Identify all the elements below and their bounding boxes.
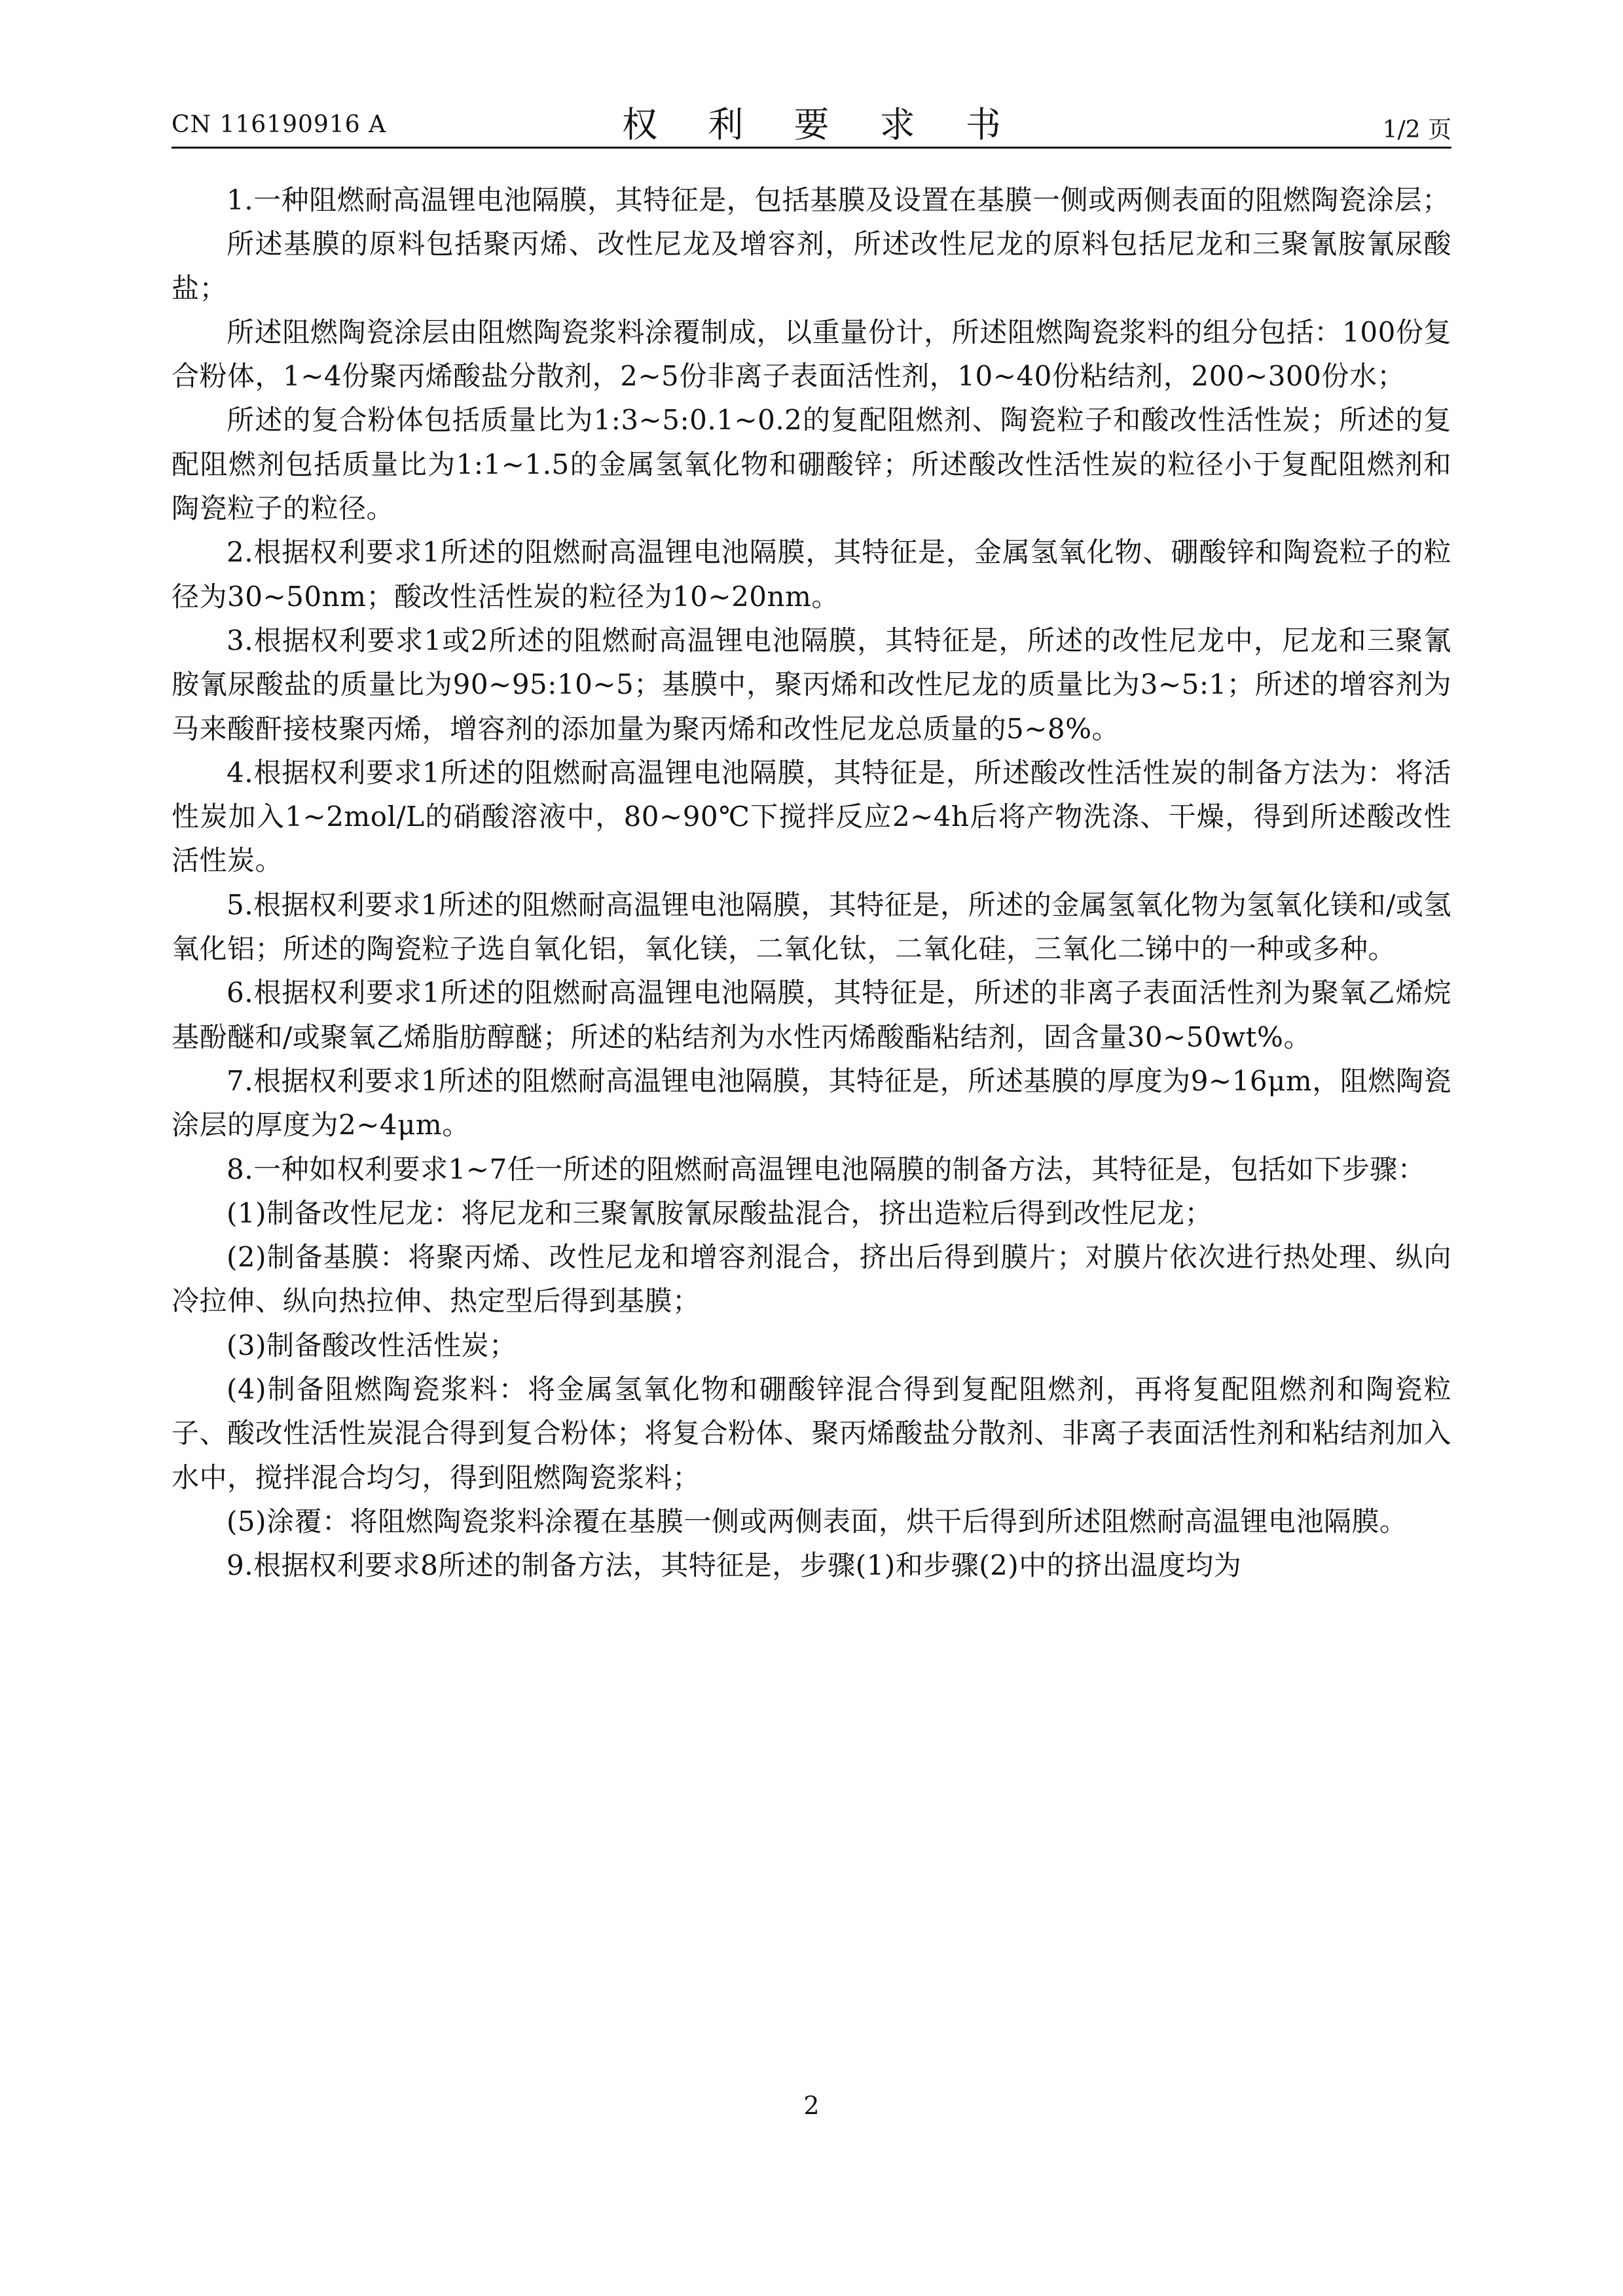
claim-paragraph: 4.根据权利要求1所述的阻燃耐高温锂电池隔膜，其特征是，所述酸改性活性炭的制备方法为：将活性炭加入1~2mol/L的硝酸溶液中，80~90℃下搅拌反应2~4h后将产物洗涤、干燥，得到所述酸改性活性炭。 [172, 756, 1451, 877]
claim-paragraph: 7.根据权利要求1所述的阻燃耐高温锂电池隔膜，其特征是，所述基膜的厚度为9~16μm，阻燃陶瓷涂层的厚度为2~4μm。 [172, 1064, 1451, 1141]
page-indicator: 1/2 页 [1382, 117, 1451, 143]
claim-paragraph: 9.根据权利要求8所述的制备方法，其特征是，步骤(1)和步骤(2)中的挤出温度均为 [227, 1549, 1242, 1582]
claim-paragraph: 5.根据权利要求1所述的阻燃耐高温锂电池隔膜，其特征是，所述的金属氢氧化物为氢氧化镁和/或氢氧化铝；所述的陶瓷粒子选自氧化铝，氧化镁，二氧化钛，二氧化硅，三氧化二锑中的一种或多种。 [172, 888, 1451, 965]
claim-paragraph: 3.根据权利要求1或2所述的阻燃耐高温锂电池隔膜，其特征是，所述的改性尼龙中，尼龙和三聚氰胺氰尿酸盐的质量比为90~95:10~5；基膜中，聚丙烯和改性尼龙的质量比为3~5:1；所述的增容剂为马来酸酐接枝聚丙烯，增容剂的添加量为聚丙烯和改性尼龙总质量的5~8%。 [172, 624, 1451, 745]
document-title: 权 利 要 求 书 [622, 104, 1021, 145]
claim-paragraph: 2.根据权利要求1所述的阻燃耐高温锂电池隔膜，其特征是，金属氢氧化物、硼酸锌和陶瓷粒子的粒径为30~50nm；酸改性活性炭的粒径为10~20nm。 [172, 536, 1451, 613]
claims-body [172, 178, 1451, 1588]
claim-step: (1)制备改性尼龙：将尼龙和三聚氰胺氰尿酸盐混合，挤出造粒后得到改性尼龙； [227, 1196, 1213, 1229]
claim-paragraph: 所述的复合粉体包括质量比为1:3~5:0.1~0.2的复配阻燃剂、陶瓷粒子和酸改性活性炭；所述的复配阻燃剂包括质量比为1:1~1.5的金属氢氧化物和硼酸锌；所述酸改性活性炭的粒径小于复配阻燃剂和陶瓷粒子的粒径。 [172, 404, 1451, 525]
footer-page-number: 2 [803, 2091, 820, 2120]
claim-step: (3)制备酸改性活性炭； [227, 1329, 517, 1361]
claim-step: (5)涂覆：将阻燃陶瓷浆料涂覆在基膜一侧或两侧表面，烘干后得到所述阻燃耐高温锂电池隔膜。 [227, 1505, 1408, 1537]
claim-step: (4)制备阻燃陶瓷浆料：将金属氢氧化物和硼酸锌混合得到复配阻燃剂，再将复配阻燃剂和陶瓷粒子、酸改性活性炭混合得到复合粉体；将复合粉体、聚丙烯酸盐分散剂、非离子表面活性剂和粘结剂加入水中，搅拌混合均匀，得到阻燃陶瓷浆料； [172, 1373, 1452, 1494]
page-header [172, 97, 1451, 149]
document-number: CN 116190916 A [172, 111, 387, 138]
claim-step: (2)制备基膜：将聚丙烯、改性尼龙和增容剂混合，挤出后得到膜片；对膜片依次进行热处理、纵向冷拉伸、纵向热拉伸、热定型后得到基膜； [172, 1241, 1451, 1318]
claim-paragraph: 8.一种如权利要求1~7任一所述的阻燃耐高温锂电池隔膜的制备方法，其特征是，包括如下步骤： [227, 1153, 1426, 1185]
claim-paragraph: 所述基膜的原料包括聚丙烯、改性尼龙及增容剂，所述改性尼龙的原料包括尼龙和三聚氰胺氰尿酸盐； [172, 228, 1451, 304]
claim-paragraph: 所述阻燃陶瓷涂层由阻燃陶瓷浆料涂覆制成，以重量份计，所述阻燃陶瓷浆料的组分包括：100份复合粉体，1~4份聚丙烯酸盐分散剂，2~5份非离子表面活性剂，10~40份粘结剂，200~300份水； [172, 315, 1451, 393]
claim-paragraph: 1.一种阻燃耐高温锂电池隔膜，其特征是，包括基膜及设置在基膜一侧或两侧表面的阻燃陶瓷涂层； [227, 184, 1450, 216]
header-divider [172, 147, 1451, 149]
claim-paragraph: 6.根据权利要求1所述的阻燃耐高温锂电池隔膜，其特征是，所述的非离子表面活性剂为聚氧乙烯烷基酚醚和/或聚氧乙烯脂肪醇醚；所述的粘结剂为水性丙烯酸酯粘结剂，固含量30~50wt%。 [172, 977, 1451, 1053]
